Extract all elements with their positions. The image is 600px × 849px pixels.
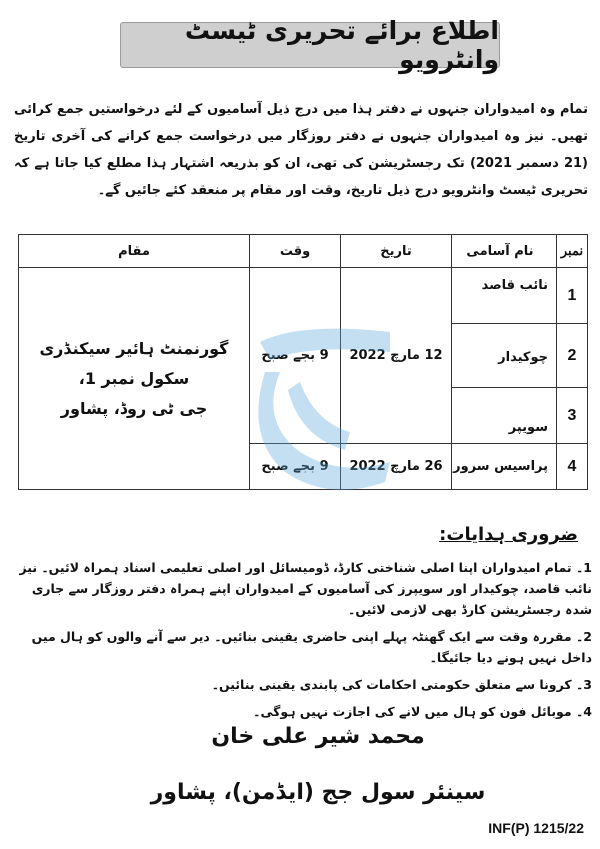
- group-time: 9 بجے صبح: [250, 268, 341, 444]
- row-post: نائب قاصد: [452, 268, 557, 324]
- group-date: 12 مارچ 2022: [341, 268, 452, 444]
- header-date: تاریخ: [341, 235, 452, 268]
- instructions-heading: ضروری ہدایات:: [439, 524, 578, 545]
- row-post: پراسیس سرور: [452, 444, 557, 490]
- row-post: سویپر: [452, 388, 557, 444]
- venue-line-2: جی ٹی روڈ، پشاور: [60, 398, 208, 418]
- instruction-item: 1۔ تمام امیدواران اپنا اصلی شناختی کارڈ، ڈومیسائل اور اصلی تعلیمی اسناد ہمراہ لائیں۔ نیز نائب قاصد، چوکیدار اور سویپرز کی آسامیوں کے امیدواران اپنے ہمراہ دفتر روزگار سے جاری شدہ رجسٹریشن کارڈ بھی لازمی لائیں۔: [19, 560, 592, 617]
- signature-name: محمد شیر علی خان: [211, 724, 425, 749]
- schedule-table: [18, 234, 588, 490]
- instructions-list: [16, 557, 592, 728]
- row-date: 26 مارچ 2022: [341, 444, 452, 490]
- notice-page: [8, 12, 592, 838]
- instruction-item: 3۔ کرونا سے متعلق حکومتی احکامات کی پابندی یقینی بنائیں۔: [211, 677, 592, 692]
- table-row: [19, 268, 588, 324]
- notice-title-banner: [120, 16, 500, 74]
- header-venue: مقام: [19, 235, 250, 268]
- venue-cell: [19, 268, 250, 490]
- header-post: نام آسامی: [452, 235, 557, 268]
- venue-line-1: گورنمنٹ ہائیر سیکنڈری سکول نمبر 1،: [39, 338, 229, 388]
- reference-number: INF(P) 1215/22: [488, 820, 584, 836]
- notice-title: اطلاع برائے تحریری ٹیسٹ وانٹرویو: [184, 16, 499, 74]
- row-number: 2: [557, 324, 588, 388]
- row-number: 4: [557, 444, 588, 490]
- signature-designation: سینئر سول جج (ایڈمن)، پشاور: [150, 780, 486, 805]
- table-header-row: [19, 235, 588, 268]
- row-number: 1: [557, 268, 588, 324]
- row-post: چوکیدار: [452, 324, 557, 388]
- header-time: وقت: [250, 235, 341, 268]
- instruction-item: 4۔ موبائل فون کو ہال میں لانے کی اجازت نہیں ہوگی۔: [253, 704, 592, 719]
- header-number: نمبر: [557, 235, 588, 268]
- row-number: 3: [557, 388, 588, 444]
- row-time: 9 بجے صبح: [250, 444, 341, 490]
- instruction-item: 2۔ مقررہ وقت سے ایک گھنٹہ پہلے اپنی حاضری یقینی بنائیں۔ دیر سے آنے والوں کو ہال میں داخل نہیں ہونے دیا جائیگا۔: [31, 629, 592, 665]
- intro-paragraph: تمام وہ امیدواران جنہوں نے دفتر ہذا میں درج ذیل آسامیوں کے لئے درخواستیں جمع کرائی تھیں۔ نیز وہ امیدواران جنہوں نے دفتر روزگار میں درخواست جمع کرانے کی آخری تاریخ (21 دسمبر 2021) تک رجسٹریشن کی تھی، ان کو بذریعہ اشتہار ہذا مطلع کیا جاتا ہے کہ تحریری ٹیسٹ وانٹرویو درج ذیل تاریخ، وقت اور مقام پر منعقد کئے جائیں گے۔: [14, 102, 588, 198]
